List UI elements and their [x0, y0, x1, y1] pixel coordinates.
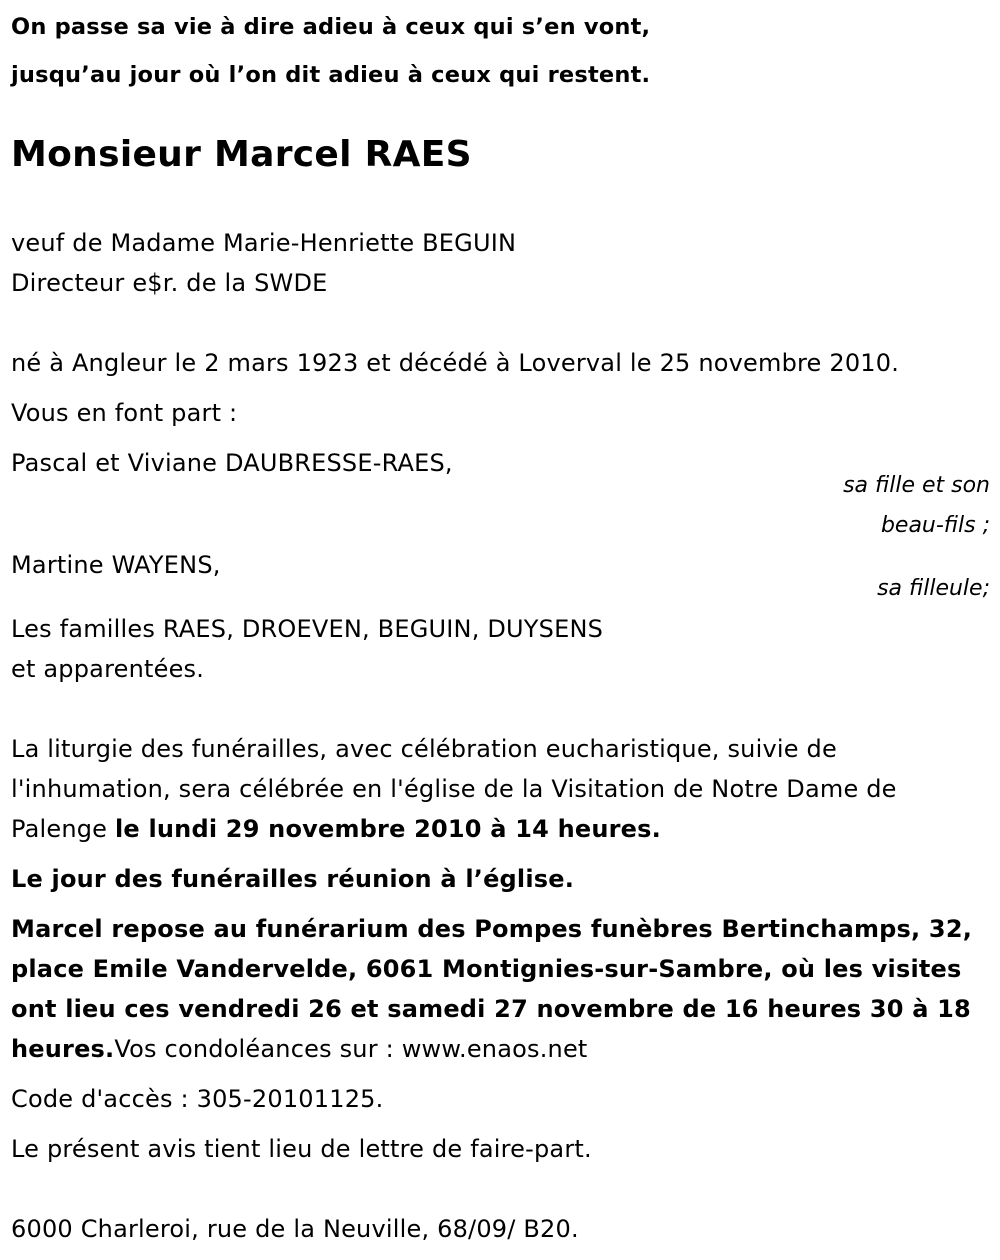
notice-line: Le présent avis tient lieu de lettre de faire-part. — [11, 1135, 592, 1163]
deceased-name: Monsieur Marcel RAES — [11, 134, 472, 175]
quote-line-1: On passe sa vie à dire adieu à ceux qui s’en vont, — [11, 14, 651, 40]
address-line: 6000 Charleroi, rue de la Neuville, 68/09/ B20. — [11, 1215, 579, 1243]
families-line-1: Les familles RAES, DROEVEN, BEGUIN, DUYSENS — [11, 615, 604, 643]
visitation-line-3: ont lieu ces vendredi 26 et samedi 27 novembre de 16 heures 30 à 18 — [11, 995, 971, 1023]
announcers-intro: Vous en font part : — [11, 399, 238, 427]
funeral-date: le lundi 29 novembre 2010 à 14 heures. — [114, 815, 661, 843]
funeral-line-2: l'inhumation, sera célébrée en l'église de la Visitation de Notre Dame de — [11, 775, 897, 803]
family-2-name: Martine WAYENS, — [11, 551, 221, 579]
family-1-relation-line-2: beau-fils ; — [880, 513, 990, 538]
family-1-name: Pascal et Viviane DAUBRESSE-RAES, — [11, 449, 453, 477]
funeral-line-3 — [11, 814, 661, 844]
visitation-hours-end: heures. — [11, 1035, 115, 1063]
access-code: Code d'accès : 305-20101125. — [11, 1085, 384, 1113]
visitation-line-1: Marcel repose au funérarium des Pompes funèbres Bertinchamps, 32, — [11, 915, 973, 943]
funeral-meeting: Le jour des funérailles réunion à l’église. — [11, 865, 575, 893]
funeral-line-1: La liturgie des funérailles, avec célébration eucharistique, suivie de — [11, 735, 837, 763]
condolences-text: Vos condoléances sur : www.enaos.net — [114, 1035, 588, 1063]
family-2-relation: sa filleule; — [877, 576, 990, 601]
widower-line: veuf de Madame Marie-Henriette BEGUIN — [11, 229, 517, 257]
visitation-line-2: place Emile Vandervelde, 6061 Montignies-sur-Sambre, où les visites — [11, 955, 962, 983]
family-1-relation-line-1: sa fille et son — [843, 473, 990, 498]
title-line: Directeur e$r. de la SWDE — [11, 269, 328, 297]
quote-line-2: jusqu’au jour où l’on dit adieu à ceux qui restent. — [11, 62, 651, 88]
visitation-line-4 — [11, 1034, 588, 1064]
funeral-place: Palenge — [11, 815, 115, 843]
families-line-2: et apparentées. — [11, 655, 205, 683]
birth-death-line: né à Angleur le 2 mars 1923 et décédé à Loverval le 25 novembre 2010. — [11, 349, 900, 377]
